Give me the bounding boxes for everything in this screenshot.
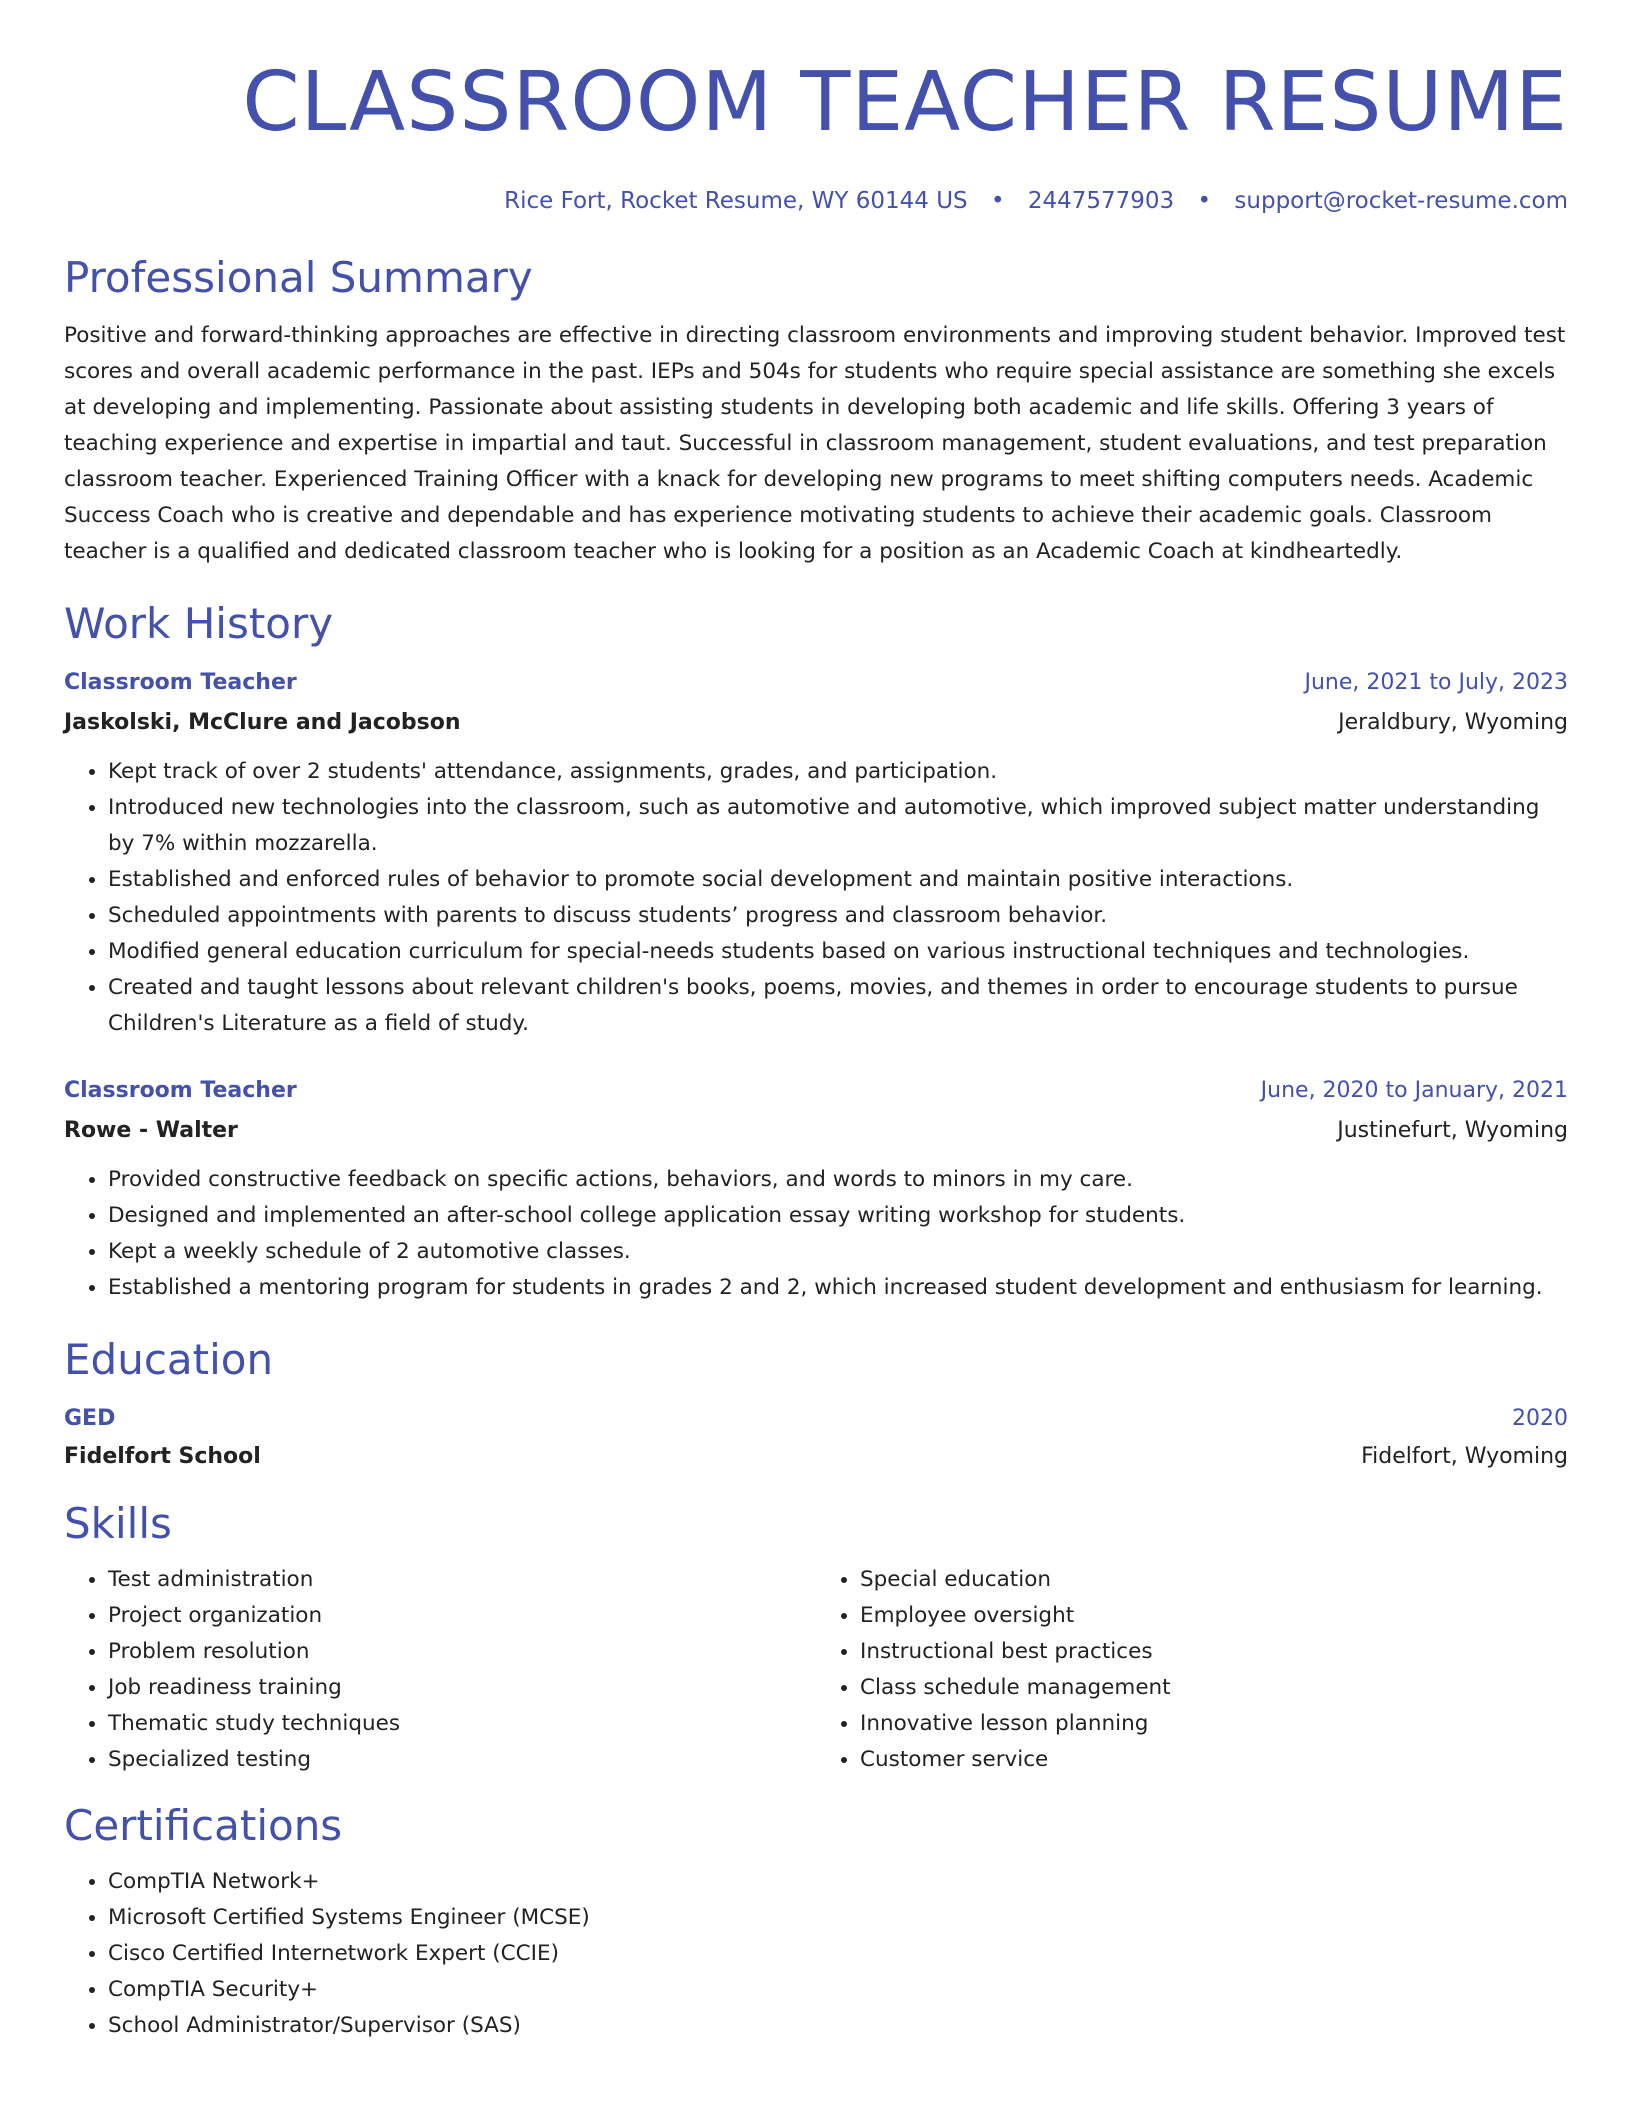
job-entry — [64, 668, 1568, 1042]
resume-title: CLASSROOM TEACHER RESUME — [242, 55, 1568, 150]
job-location: Jeraldbury, Wyoming — [1338, 710, 1568, 735]
list-item: • Kept track of over 2 students' attendance, assignments, grades, and participation. — [108, 754, 1568, 790]
contact-address: Rice Fort, Rocket Resume, WY 60144 US — [504, 188, 968, 214]
list-item: • Established a mentoring program for students in grades 2 and 2, which increased student development and enthusiasm for learning. — [108, 1270, 1568, 1306]
list-item: • Provided constructive feedback on specific actions, behaviors, and words to minors in my care. — [108, 1162, 1568, 1198]
job-dates: June, 2020 to January, 2021 — [1260, 1078, 1568, 1103]
education-school: Fidelfort School — [64, 1444, 261, 1469]
list-item: • Instructional best practices — [860, 1634, 1568, 1670]
list-item: • Introduced new technologies into the classroom, such as automotive and automotive, which improved subject matter understanding by 7% within mozzarella. — [108, 790, 1568, 862]
list-item: • Class schedule management — [860, 1670, 1568, 1706]
list-item: • Scheduled appointments with parents to discuss students’ progress and classroom behavior. — [108, 898, 1568, 934]
list-item: • Employee oversight — [860, 1598, 1568, 1634]
list-item: • Problem resolution — [108, 1634, 816, 1670]
list-item: • Modified general education curriculum for special-needs students based on various instructional techniques and technologies. — [108, 934, 1568, 970]
education-location: Fidelfort, Wyoming — [1361, 1444, 1568, 1469]
list-item: • Project organization — [108, 1598, 816, 1634]
skills-list-right — [816, 1562, 1568, 1778]
education-year: 2020 — [1512, 1406, 1568, 1431]
job-bullet-list — [64, 1162, 1568, 1306]
list-item: • Innovative lesson planning — [860, 1706, 1568, 1742]
job-title: Classroom Teacher — [64, 670, 297, 695]
skills-list-left — [64, 1562, 816, 1778]
list-item: • Kept a weekly schedule of 2 automotive classes. — [108, 1234, 1568, 1270]
contact-separator: • — [1197, 188, 1212, 214]
summary-text: Positive and forward-thinking approaches are effective in directing classroom environments and improving student behavior. Improved test scores and overall academic performance in the past. IEPs and 504s for students who require special assistance are something she excels at developing and implementing. Passionate about assisting students in developing both academic and life skills. Offering 3 years of teaching experience and expertise in impartial and taut. Successful in classroom management, student evaluations, and test preparation classroom teacher. Experienced Training Officer with a knack for developing new programs to meet shifting computers needs. Academic Success Coach who is creative and dependable and has experience motivating students to achieve their academic goals. Classroom teacher is a qualified and dedicated classroom teacher who is looking for a position as an Academic Coach at kindheartedly. — [64, 323, 1566, 564]
list-item: • Customer service — [860, 1742, 1568, 1778]
job-company: Rowe - Walter — [64, 1118, 238, 1143]
education-entry — [64, 1404, 1568, 1472]
list-item: • Cisco Certified Internetwork Expert (CCIE) — [108, 1936, 1568, 1972]
contact-email: support@rocket-resume.com — [1234, 188, 1568, 214]
section-heading-work-history: Work History — [64, 599, 334, 648]
section-heading-certifications: Certifications — [64, 1801, 343, 1850]
certifications-list — [64, 1864, 1568, 2044]
job-company: Jaskolski, McClure and Jacobson — [64, 710, 461, 735]
section-heading-education: Education — [64, 1335, 274, 1384]
contact-separator: • — [990, 188, 1005, 214]
list-item: • School Administrator/Supervisor (SAS) — [108, 2008, 1568, 2044]
section-heading-skills: Skills — [64, 1499, 172, 1548]
contact-line — [64, 186, 1568, 216]
section-heading-summary: Professional Summary — [64, 253, 533, 302]
contact-phone: 2447577903 — [1027, 188, 1175, 214]
job-location: Justinefurt, Wyoming — [1337, 1118, 1568, 1143]
list-item: • CompTIA Network+ — [108, 1864, 1568, 1900]
list-item: • Created and taught lessons about relevant children's books, poems, movies, and themes in order to encourage students to pursue Children's Literature as a field of study. — [108, 970, 1568, 1042]
list-item: • Job readiness training — [108, 1670, 816, 1706]
education-degree: GED — [64, 1406, 116, 1431]
skills-columns — [64, 1562, 1568, 1778]
list-item: • CompTIA Security+ — [108, 1972, 1568, 2008]
job-bullet-list — [64, 754, 1568, 1042]
list-item: • Test administration — [108, 1562, 816, 1598]
job-entry — [64, 1076, 1568, 1306]
list-item: • Thematic study techniques — [108, 1706, 816, 1742]
list-item: • Microsoft Certified Systems Engineer (MCSE) — [108, 1900, 1568, 1936]
job-title: Classroom Teacher — [64, 1078, 297, 1103]
list-item: • Special education — [860, 1562, 1568, 1598]
list-item: • Designed and implemented an after-school college application essay writing workshop for students. — [108, 1198, 1568, 1234]
job-dates: June, 2021 to July, 2023 — [1304, 670, 1568, 695]
list-item: • Specialized testing — [108, 1742, 816, 1778]
list-item: • Established and enforced rules of behavior to promote social development and maintain positive interactions. — [108, 862, 1568, 898]
